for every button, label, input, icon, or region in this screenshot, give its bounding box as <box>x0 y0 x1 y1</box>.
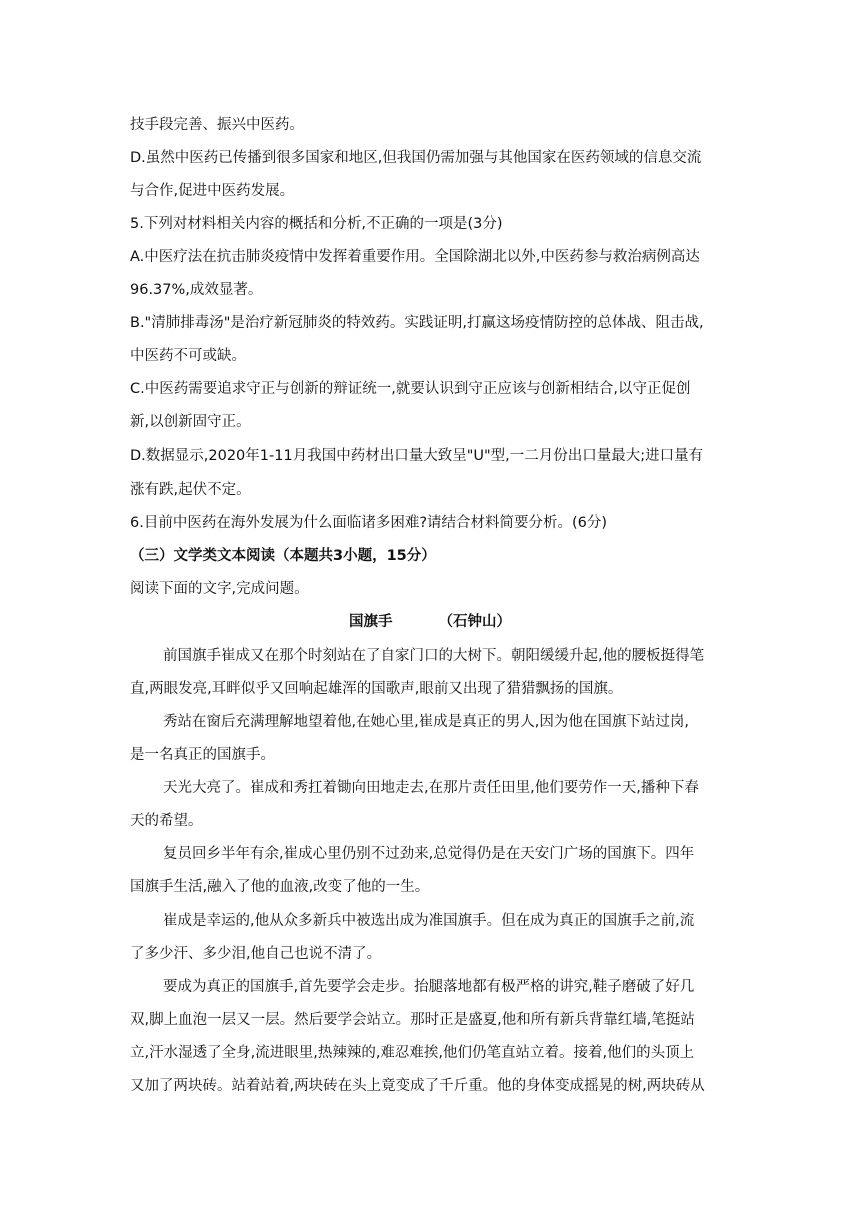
story-title: 国旗手 <box>349 614 393 630</box>
story-author: （石钟山） <box>438 614 511 630</box>
option-b-line-2: 中医药不可或缺。 <box>130 348 246 364</box>
paragraph-line: 国旗手生活,融入了他的血液,改变了他的一生。 <box>130 879 430 895</box>
section-heading: （三）文学类文本阅读（本题共3小题，15分） <box>130 548 436 564</box>
option-a-line-2: 96.37%,成效显著。 <box>130 282 263 298</box>
option-c-line-2: 新,以创新固守正。 <box>130 414 251 430</box>
paragraph-line: 又加了两块砖。站着站着,两块砖在头上竟变成了千斤重。他的身体变成摇晃的树,两块砖从 <box>130 1078 705 1094</box>
option-d2-line-2: 涨有跌,起伏不定。 <box>130 482 251 498</box>
question-6: 6.目前中医药在海外发展为什么面临诸多困难?请结合材料简要分析。(6分) <box>130 515 608 531</box>
paragraph-line: 天光大亮了。崔成和秀扛着锄向田地走去,在那片责任田里,他们要劳作一天,播种下春 <box>163 780 699 796</box>
paragraph-line: 前国旗手崔成又在那个时刻站在了自家门口的大树下。朝阳缓缓升起,他的腰板挺得笔 <box>163 648 705 664</box>
option-d-line-2: 与合作,促进中医药发展。 <box>130 183 295 199</box>
paragraph-line: 要成为真正的国旗手,首先要学会走步。抬腿落地都有极严格的讲究,鞋子磨破了好几 <box>163 979 695 995</box>
paragraph-line: 双,脚上血泡一层又一层。然后要学会站立。那时正是盛夏,他和所有新兵背靠红墙,笔挺站 <box>130 1012 695 1028</box>
option-b-line-1: B."清肺排毒汤"是治疗新冠肺炎的特效药。实践证明,打赢这场疫情防控的总体战、阻击战, <box>130 315 704 331</box>
paragraph-line: 直,两眼发亮,耳畔似乎又回响起雄浑的国歌声,眼前又出现了猎猎飘扬的国旗。 <box>130 681 623 697</box>
paragraph-line: 秀站在窗后充满理解地望着他,在她心里,崔成是真正的男人,因为他在国旗下站过岗, <box>163 714 689 730</box>
option-d2-line-1: D.数据显示,2020年1-11月我国中药材出口量大致呈"U"型,一二月份出口量最大;进口量有 <box>130 448 704 464</box>
text-line: 技手段完善、振兴中医药。 <box>130 117 304 133</box>
paragraph-line: 是一名真正的国旗手。 <box>130 747 275 763</box>
paragraph-line: 立,汗水湿透了全身,流进眼里,热辣辣的,难忍难挨,他们仍笔直站立着。接着,他们的头顶上 <box>130 1045 695 1061</box>
story-title-line <box>0 612 860 632</box>
option-c-line-1: C.中医药需要追求守正与创新的辩证统一,就要认识到守正应该与创新相结合,以守正促创 <box>130 381 691 397</box>
option-d-line-1: D.虽然中医药已传播到很多国家和地区,但我国仍需加强与其他国家在医药领域的信息交流 <box>130 150 702 166</box>
question-5: 5.下列对材料相关内容的概括和分析,不正确的一项是(3分) <box>130 216 503 232</box>
paragraph-line: 了多少汗、多少泪,他自己也说不清了。 <box>130 946 382 962</box>
option-a-line-1: A.中医疗法在抗击肺炎疫情中发挥着重要作用。全国除湖北以外,中医药参与救治病例高达 <box>130 249 700 265</box>
paragraph-line: 复员回乡半年有余,崔成心里仍别不过劲来,总觉得仍是在天安门广场的国旗下。四年 <box>163 846 695 862</box>
paragraph-line: 天的希望。 <box>130 813 203 829</box>
instruction: 阅读下面的文字,完成问题。 <box>130 581 309 597</box>
paragraph-line: 崔成是幸运的,他从众多新兵中被选出成为准国旗手。但在成为真正的国旗手之前,流 <box>163 913 695 929</box>
